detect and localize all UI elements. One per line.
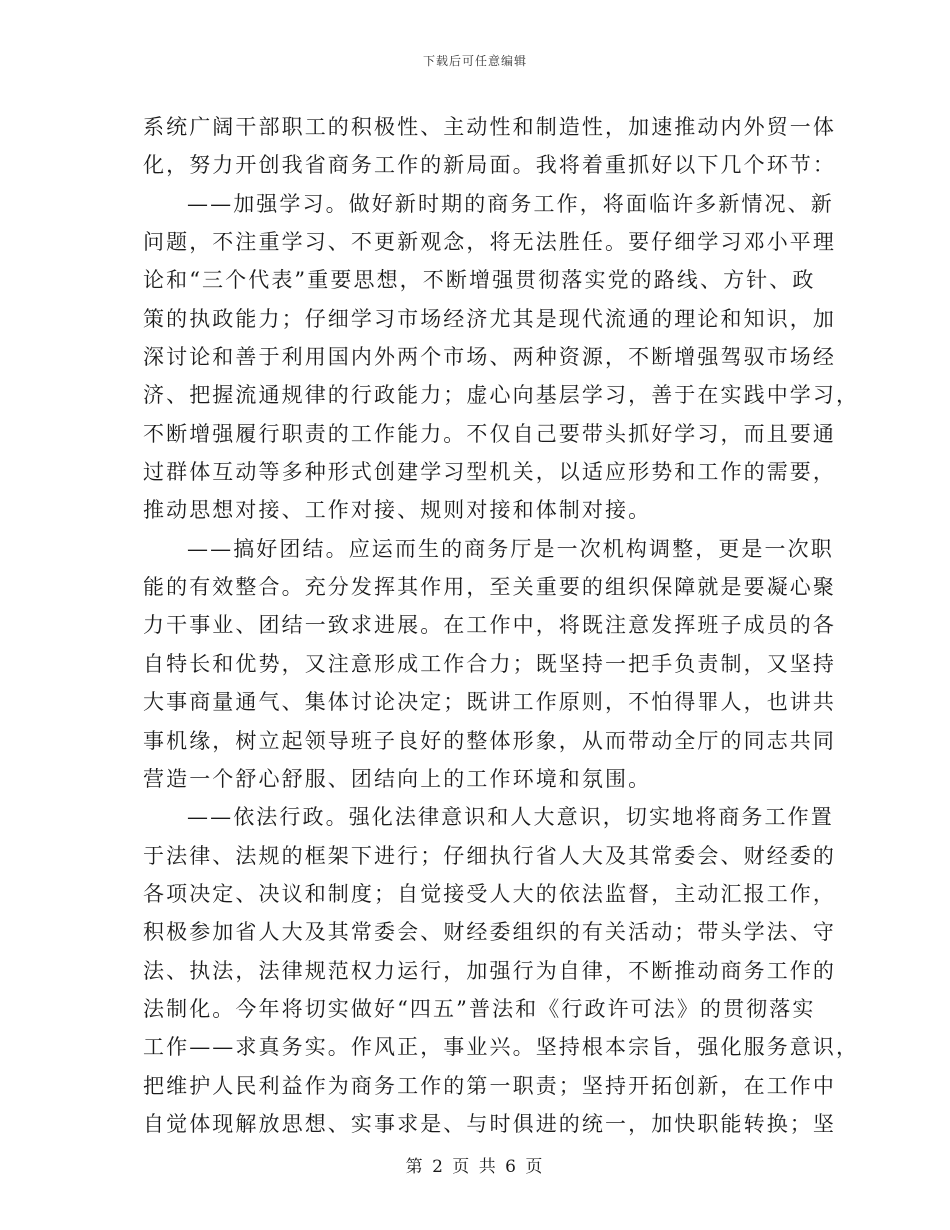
text-line: 化，努力开创我省商务工作的新局面。我将着重抓好以下几个环节： (143, 153, 836, 178)
text-line: 济、把握流通规律的行政能力；虚心向基层学习，善于在实践中学习， (143, 383, 860, 408)
text-line: 事机缘，树立起领导班子良好的整体形象，从而带动全厅的同志共同 (143, 728, 836, 753)
paragraph-start-line: ——搞好团结。应运而生的商务厅是一次机构调整，更是一次职 (187, 536, 834, 561)
text-line: 不断增强履行职责的工作能力。不仅自己要带头抓好学习，而且要通 (143, 421, 836, 446)
text-line: 过群体互动等多种形式创建学习型机关，以适应形势和工作的需要， (143, 460, 836, 485)
text-line: 大事商量通气、集体讨论决定；既讲工作原则，不怕得罪人，也讲共 (143, 690, 836, 715)
text-line: 策的执政能力；仔细学习市场经济尤其是现代流通的理论和知识，加 (143, 306, 836, 331)
text-line: 各项决定、决议和制度；自觉接受人大的依法监督，主动汇报工作， (143, 881, 836, 906)
document-body (143, 108, 860, 1143)
text-line: 推动思想对接、工作对接、规则对接和体制对接。 (143, 498, 652, 523)
text-line: 深讨论和善于利用国内外两个市场、两种资源，不断增强驾驭市场经 (143, 345, 836, 370)
text-line: 论和“三个代表”重要思想，不断增强贯彻落实党的路线、方针、政 (143, 268, 816, 293)
text-line: 能的有效整合。充分发挥其作用，至关重要的组织保障就是要凝心聚 (143, 575, 836, 600)
text-line: 自觉体现解放思想、实事求是、与时俱进的统一，加快职能转换；坚 (143, 1111, 836, 1136)
text-line: 法、执法，法律规范权力运行，加强行为自律，不断推动商务工作的 (143, 958, 836, 983)
text-line: 系统广阔干部职工的积极性、主动性和制造性，加速推动内外贸一体 (143, 115, 836, 139)
text-line: 问题，不注重学习、不更新观念，将无法胜任。要仔细学习邓小平理 (143, 230, 836, 255)
paragraph-start-line: ——加强学习。做好新时期的商务工作，将面临许多新情况、新 (187, 191, 834, 216)
page-header: 下载后可任意编辑 (422, 54, 527, 68)
text-line: 于法律、法规的框架下进行；仔细执行省人大及其常委会、财经委的 (143, 843, 836, 868)
text-line: 把维护人民利益作为商务工作的第一职责；坚持开拓创新，在工作中 (143, 1073, 836, 1098)
text-line: 营造一个舒心舒服、团结向上的工作环境和氛围。 (143, 766, 652, 791)
text-line: 法制化。今年将切实做好“四五”普法和《行政许可法》的贯彻落实 (143, 996, 816, 1021)
text-line: 力干事业、团结一致求进展。在工作中，将既注意发挥班子成员的各 (143, 613, 836, 638)
paragraph-start-line: ——依法行政。强化法律意识和人大意识，切实地将商务工作置 (187, 805, 834, 830)
text-line: 自特长和优势，又注意形成工作合力；既坚持一把手负责制，又坚持 (143, 651, 836, 676)
page-number: 第 2 页 共 6 页 (405, 1157, 545, 1177)
text-line: 工作——求真务实。作风正，事业兴。坚持根本宗旨，强化服务意识， (143, 1035, 860, 1060)
text-line: 积极参加省人大及其常委会、财经委组织的有关活动；带头学法、守 (143, 920, 836, 945)
